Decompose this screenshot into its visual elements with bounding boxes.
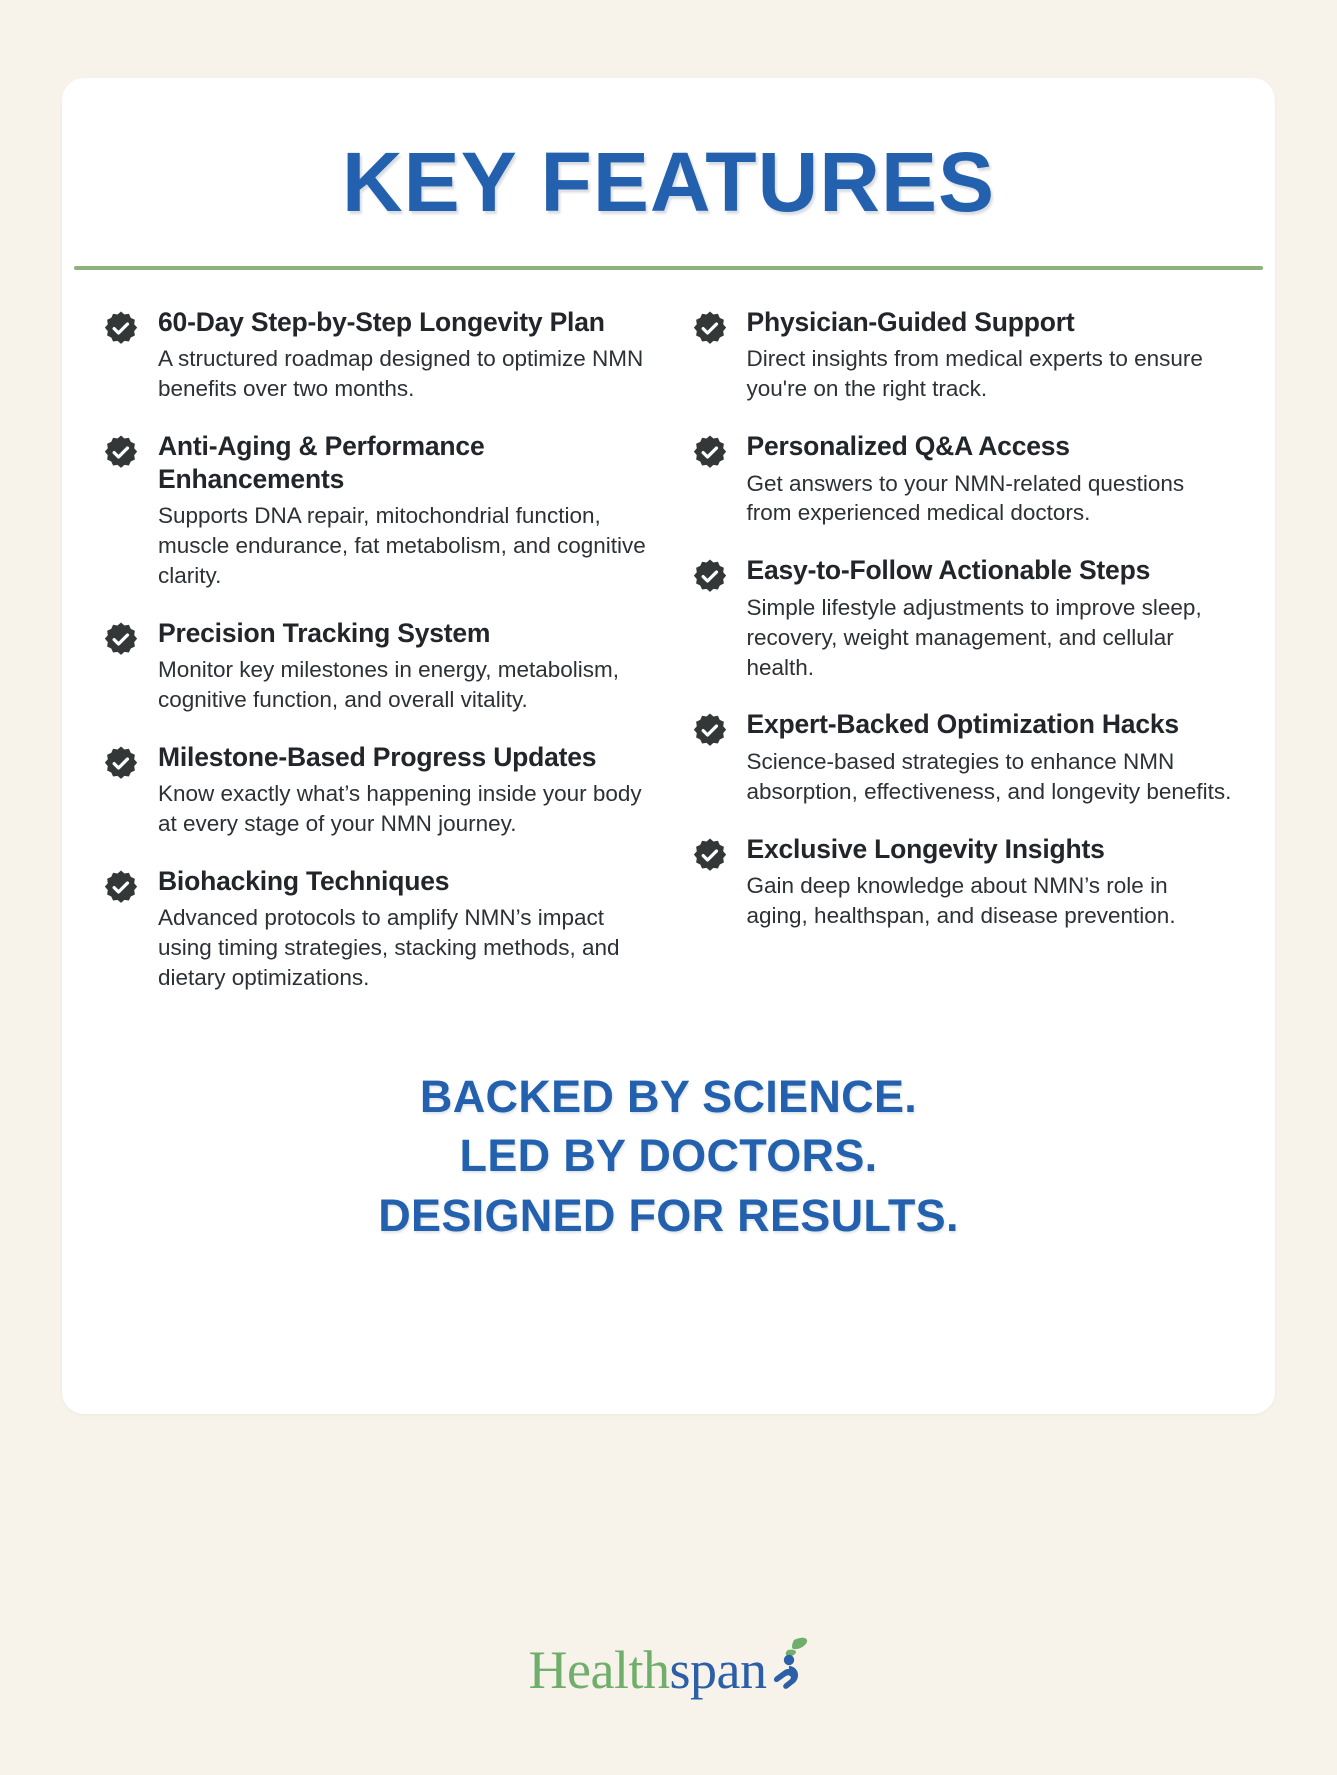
feature-body — [747, 708, 1236, 806]
logo-text-span: span — [669, 1640, 767, 1700]
feature-body — [747, 833, 1236, 931]
feature-item — [102, 306, 651, 404]
check-badge-icon — [691, 434, 729, 472]
feature-title: Easy-to-Follow Actionable Steps — [746, 555, 1151, 586]
feature-body — [158, 306, 651, 404]
feature-description: Supports DNA repair, mitochondrial function, muscle endurance, fat metabolism, and cognitive clarity. — [158, 502, 646, 588]
feature-item — [102, 865, 651, 993]
check-badge-icon — [691, 712, 729, 750]
features-columns — [62, 270, 1275, 1019]
feature-body — [158, 741, 651, 839]
feature-item — [691, 430, 1236, 528]
feature-description: Simple lifestyle adjustments to improve sleep, recovery, weight management, and cellular health. — [746, 594, 1202, 680]
feature-description: Know exactly what’s happening inside your body at every stage of your NMN journey. — [158, 781, 642, 837]
feature-title: Precision Tracking System — [158, 617, 491, 648]
check-badge-icon — [691, 558, 729, 596]
feature-title: 60-Day Step-by-Step Longevity Plan — [158, 307, 605, 337]
feature-body — [158, 617, 651, 715]
page-title: KEY FEATURES — [342, 135, 995, 229]
feature-item — [102, 430, 651, 590]
feature-title: Biohacking Techniques — [158, 865, 450, 896]
feature-body — [747, 554, 1236, 682]
feature-item — [691, 554, 1236, 682]
feature-body — [158, 865, 651, 993]
feature-description: Gain deep knowledge about NMN’s role in aging, healthspan, and disease prevention. — [746, 872, 1176, 928]
features-column-left — [102, 306, 669, 1019]
brand-logo — [0, 1640, 1337, 1700]
tagline — [62, 1019, 1275, 1245]
feature-body — [158, 430, 651, 590]
feature-description: A structured roadmap designed to optimize NMN benefits over two months. — [158, 346, 644, 402]
tagline-line-1: BACKED BY SCIENCE. — [419, 1071, 918, 1123]
leaf-figure-icon — [764, 1636, 808, 1696]
feature-description: Direct insights from medical experts to ensure you're on the right track. — [746, 346, 1203, 402]
tagline-line-3: DESIGNED FOR RESULTS. — [378, 1189, 959, 1241]
feature-item — [102, 617, 651, 715]
logo-inner — [529, 1640, 809, 1700]
check-badge-icon — [102, 310, 140, 348]
logo-text-health: Health — [528, 1640, 670, 1700]
features-card — [62, 78, 1275, 1414]
check-badge-icon — [691, 837, 729, 875]
feature-description: Science-based strategies to enhance NMN absorption, effectiveness, and longevity benefits. — [746, 748, 1232, 804]
check-badge-icon — [102, 745, 140, 783]
feature-body — [747, 306, 1236, 404]
feature-item — [691, 306, 1236, 404]
tagline-line-2: LED BY DOCTORS. — [459, 1130, 878, 1182]
features-column-right — [669, 306, 1236, 1019]
feature-title: Exclusive Longevity Insights — [746, 833, 1105, 864]
feature-title: Milestone-Based Progress Updates — [158, 741, 597, 772]
feature-title: Physician-Guided Support — [746, 307, 1075, 337]
feature-description: Get answers to your NMN-related questions from experienced medical doctors. — [746, 470, 1185, 526]
check-badge-icon — [102, 869, 140, 907]
feature-title: Personalized Q&A Access — [746, 431, 1070, 462]
check-badge-icon — [102, 434, 140, 472]
feature-item — [102, 741, 651, 839]
feature-item — [691, 833, 1236, 931]
feature-body — [747, 430, 1236, 528]
feature-description: Monitor key milestones in energy, metabolism, cognitive function, and overall vitality. — [158, 656, 620, 712]
check-badge-icon — [691, 310, 729, 348]
feature-title: Anti-Aging & Performance Enhancements — [158, 431, 485, 494]
feature-title: Expert-Backed Optimization Hacks — [746, 709, 1179, 740]
feature-item — [691, 708, 1236, 806]
check-badge-icon — [102, 621, 140, 659]
feature-description: Advanced protocols to amplify NMN’s impact using timing strategies, stacking methods, and dietary optimizations. — [158, 905, 620, 991]
